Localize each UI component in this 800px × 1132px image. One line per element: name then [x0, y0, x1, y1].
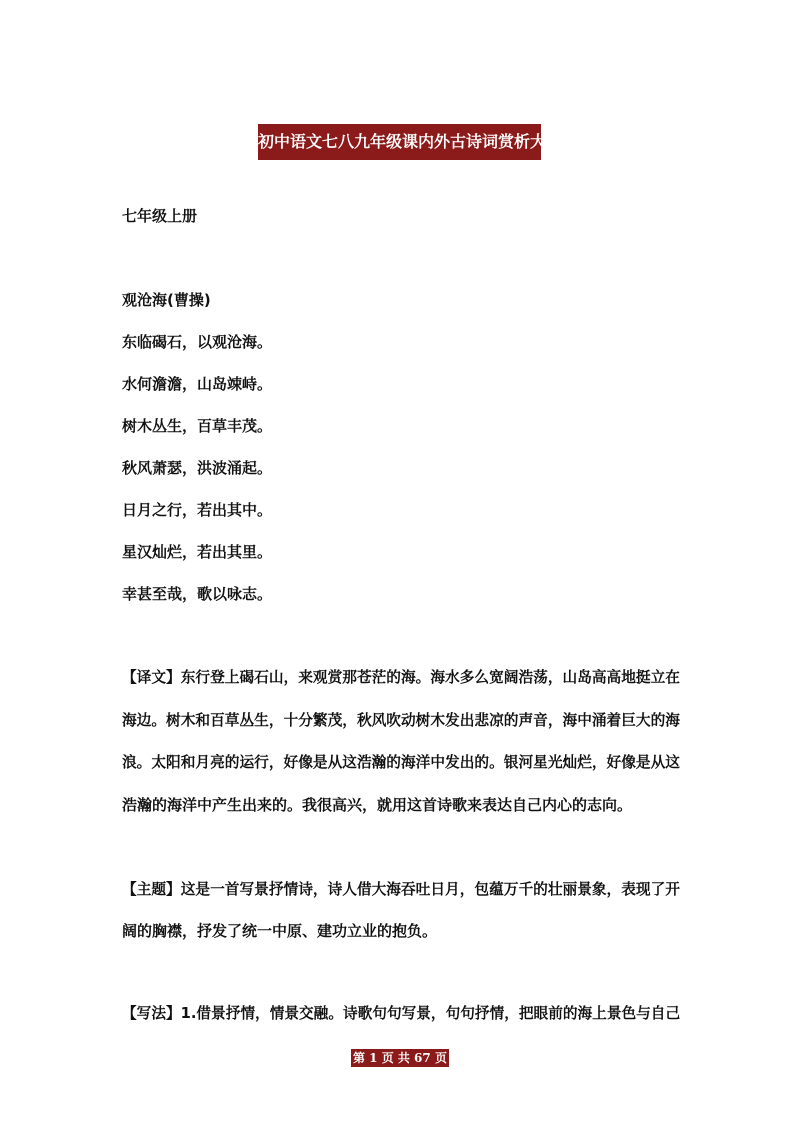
poem-line: 日月之行，若出其中。 [122, 501, 273, 519]
poem-line: 东临碣石，以观沧海。 [122, 333, 273, 351]
theme-line: 【主题】这是一首写景抒情诗，诗人借大海吞吐日月，包蕴万千的壮丽景象，表现了开 [122, 880, 680, 898]
translation-line: 【译文】东行登上碣石山，来观赏那苍茫的海。海水多么宽阔浩荡，山岛高高地挺立在 [122, 668, 680, 686]
poem-title: 观沧海(曹操) [122, 291, 211, 309]
section-heading: 七年级上册 [122, 207, 198, 225]
translation-line: 海边。树木和百草丛生，十分繁茂，秋风吹动树木发出悲凉的声音，海中涌着巨大的海 [122, 711, 680, 729]
translation-line: 浩瀚的海洋中产生出来的。我很高兴，就用这首诗歌来表达自己内心的志向。 [122, 796, 633, 814]
poem-line: 水何澹澹，山岛竦峙。 [122, 375, 273, 393]
page-footer: 第 1 页 共 67 页 [353, 1051, 447, 1065]
technique-line: 【写法】1.借景抒情，情景交融。诗歌句句写景，句句抒情，把眼前的海上景色与自己 [122, 1004, 681, 1022]
poem-line: 秋风萧瑟，洪波涌起。 [122, 459, 273, 477]
poem-line: 幸甚至哉，歌以咏志。 [122, 585, 273, 603]
document-title: 初中语文七八九年级课内外古诗词赏析大全 [258, 124, 541, 160]
theme-line: 阔的胸襟，抒发了统一中原、建功立业的抱负。 [122, 922, 438, 940]
translation-line: 浪。太阳和月亮的运行，好像是从这浩瀚的海洋中发出的。银河星光灿烂，好像是从这 [122, 753, 680, 771]
poem-line: 星汉灿烂，若出其里。 [122, 543, 273, 561]
poem-line: 树木丛生，百草丰茂。 [122, 417, 273, 435]
